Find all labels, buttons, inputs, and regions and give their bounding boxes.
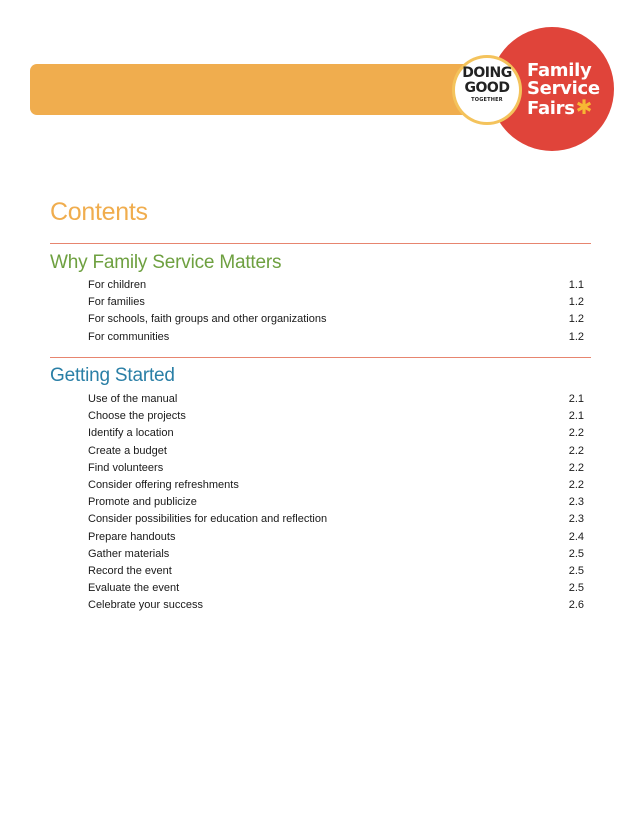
logo-line-together: TOGETHER — [471, 97, 503, 103]
toc-entry-page: 2.6 — [568, 599, 584, 612]
toc-entry-page: 2.2 — [568, 427, 584, 440]
toc-entry[interactable] — [88, 331, 584, 348]
toc-entry-page: 2.2 — [568, 444, 584, 457]
section-heading-getting-started: Getting Started — [50, 365, 175, 386]
toc-entry-label: For communities — [88, 330, 170, 343]
toc-entry-label: Consider offering refreshments — [88, 478, 239, 491]
toc-entry[interactable] — [88, 313, 584, 330]
toc-list-section-2 — [88, 393, 584, 616]
toc-entry-label: Record the event — [88, 564, 172, 577]
toc-entry-page: 1.2 — [568, 313, 584, 326]
toc-entry-label: Consider possibilities for education and reflection — [88, 513, 328, 526]
family-service-fairs-logo-text — [527, 62, 600, 118]
logo-line-family: Family — [527, 60, 592, 81]
doing-good-together-logo-text — [455, 66, 519, 104]
section-heading-why-family-service-matters: Why Family Service Matters — [50, 252, 282, 273]
toc-entry-label: Use of the manual — [88, 393, 178, 405]
toc-entry[interactable] — [88, 279, 584, 296]
section-divider — [50, 357, 591, 358]
toc-entry-label: Gather materials — [88, 547, 170, 560]
toc-entry-page: 2.5 — [568, 582, 584, 595]
logo-line-fairs: Fairs✱ — [527, 95, 593, 119]
toc-entry-page: 2.3 — [568, 496, 584, 509]
logo-line-doing: DOING — [462, 65, 512, 81]
toc-entry-page: 2.2 — [568, 478, 584, 491]
toc-entry-page: 2.5 — [568, 564, 584, 577]
toc-entry[interactable] — [88, 462, 584, 479]
toc-entry-label: Find volunteers — [88, 461, 164, 474]
toc-entry-label: Create a budget — [88, 444, 167, 457]
toc-entry-label: Prepare handouts — [88, 530, 176, 543]
toc-entry-label: Identify a location — [88, 427, 174, 440]
asterisk-icon: ✱ — [575, 95, 593, 119]
toc-entry-label: For schools, faith groups and other organizations — [88, 313, 327, 326]
toc-entry-page: 1.2 — [568, 330, 584, 343]
toc-entry[interactable] — [88, 582, 584, 599]
toc-entry[interactable] — [88, 599, 584, 616]
toc-entry[interactable] — [88, 531, 584, 548]
toc-entry[interactable] — [88, 513, 584, 530]
toc-entry[interactable] — [88, 548, 584, 565]
page-title: Contents — [50, 198, 148, 226]
toc-entry[interactable] — [88, 496, 584, 513]
toc-entry-label: Celebrate your success — [88, 599, 203, 612]
toc-entry-page: 2.3 — [568, 513, 584, 526]
toc-entry-label: Evaluate the event — [88, 582, 180, 595]
toc-entry-label: Choose the projects — [88, 410, 186, 423]
toc-entry-label: For children — [88, 279, 147, 291]
toc-entry-label: For families — [88, 296, 145, 309]
toc-entry-page: 1.1 — [568, 279, 584, 291]
toc-list-section-1 — [88, 279, 584, 348]
toc-entry[interactable] — [88, 565, 584, 582]
toc-entry-page: 2.4 — [568, 530, 584, 543]
toc-entry-page: 1.2 — [568, 296, 584, 309]
logo-line-good: GOOD — [464, 80, 510, 96]
toc-entry[interactable] — [88, 479, 584, 496]
logo-line-service: Service — [527, 78, 600, 99]
toc-entry-page: 2.5 — [568, 547, 584, 560]
toc-entry-page: 2.1 — [568, 393, 584, 405]
toc-entry[interactable] — [88, 393, 584, 410]
toc-entry[interactable] — [88, 427, 584, 444]
toc-entry-page: 2.2 — [568, 461, 584, 474]
toc-entry[interactable] — [88, 410, 584, 427]
section-divider — [50, 243, 591, 244]
toc-entry-page: 2.1 — [568, 410, 584, 423]
toc-entry[interactable] — [88, 296, 584, 313]
header-bar — [30, 64, 510, 115]
toc-entry[interactable] — [88, 445, 584, 462]
toc-entry-label: Promote and publicize — [88, 496, 197, 509]
